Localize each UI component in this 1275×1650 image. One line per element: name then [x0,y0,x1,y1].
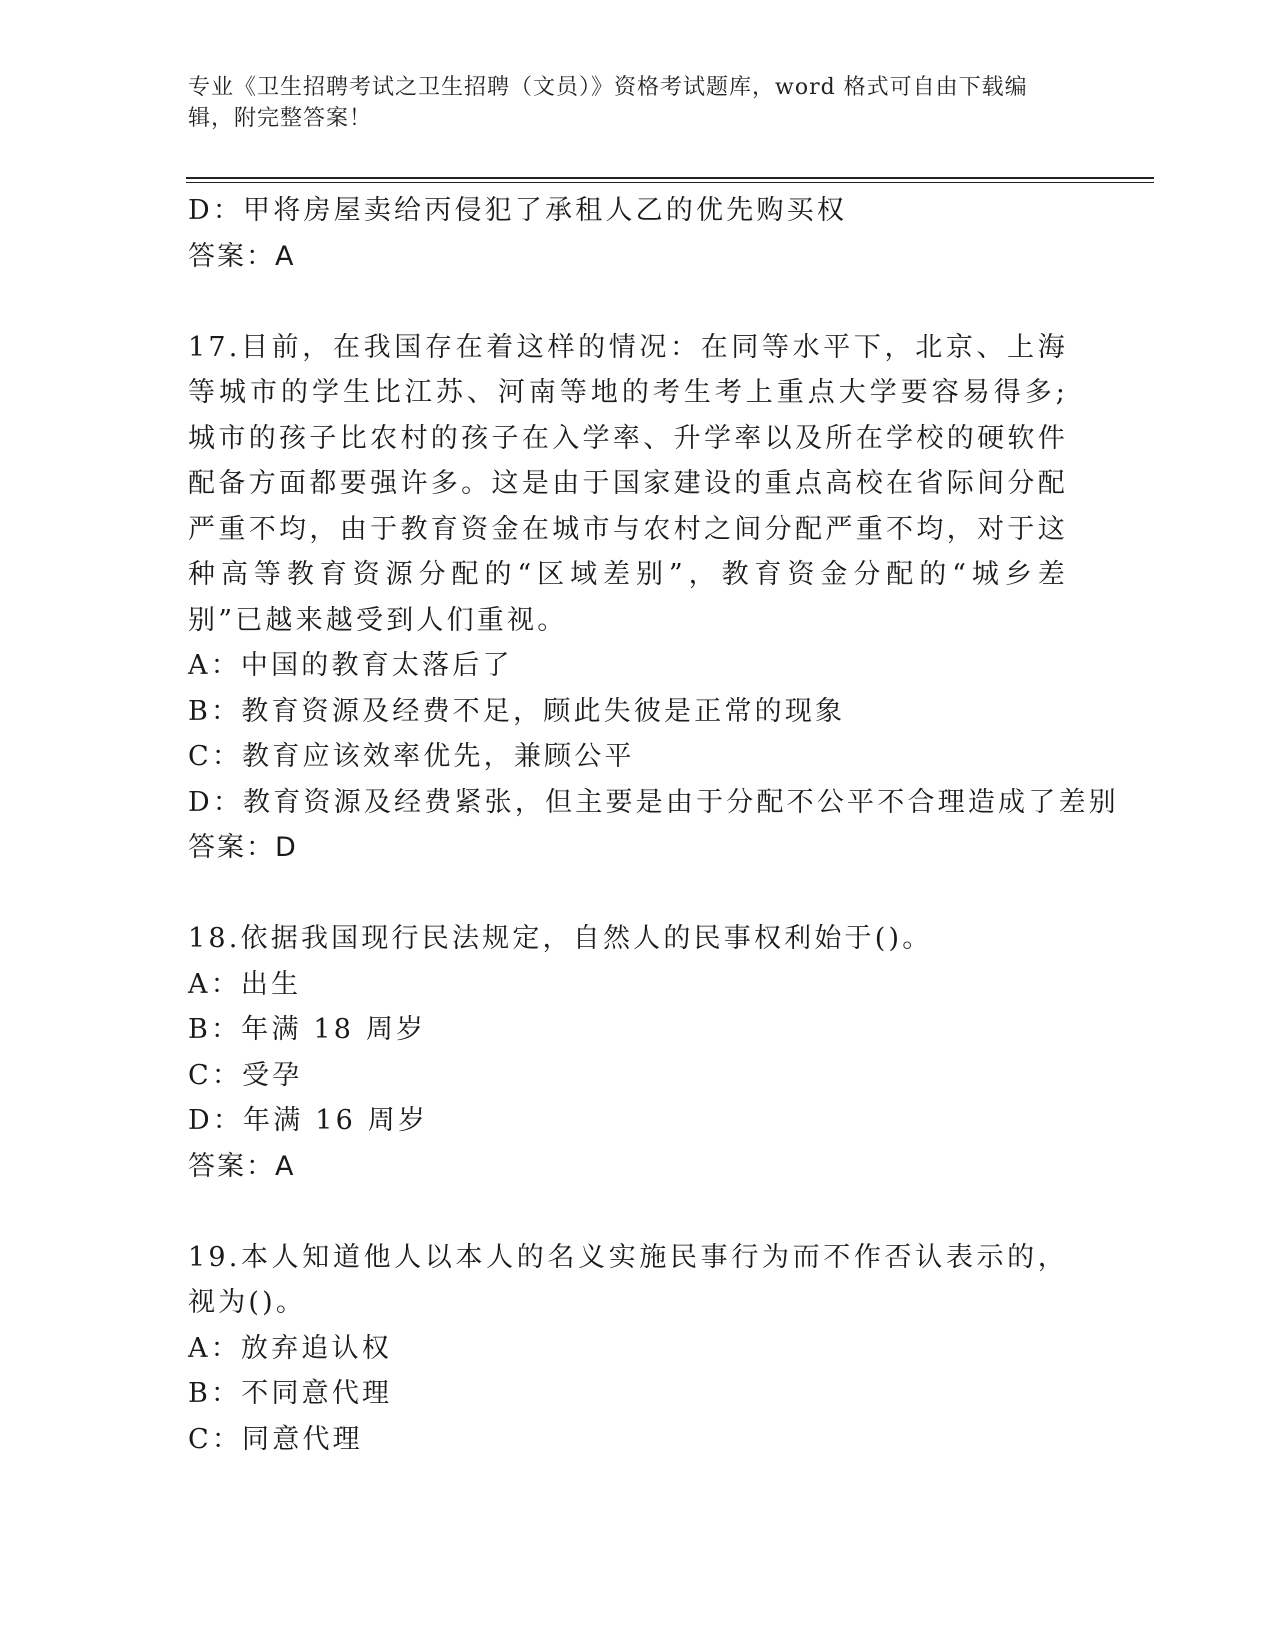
question-answer: 答案：D [188,832,298,863]
option-a: A：出生 [188,968,302,1000]
option-b: B：年满 18 周岁 [188,1014,427,1045]
page-header: 专业《卫生招聘考试之卫生招聘（文员）》资格考试题库，word 格式可自由下载编辑，附完整答案！ [188,75,1028,131]
question-stem: 17.目前，在我国存在着这样的情况：在同等水平下，北京、上海等城市的学生比江苏、河南等地的考生考上重点大学要容易得多;城市的孩子比农村的孩子在入学率、升学率以及所在学校的硬软件配备方面都要强许多。这是由于国家建设的重点高校在省际间分配严重不均，由于教育资金在城市与农村之间分配严重不均，对于这种高等教育资源分配的“区域差别”，教育资金分配的“城乡差别”已越来越受到人们重视。 [188,331,1068,636]
option-c: C：同意代理 [188,1423,363,1455]
q16-option-d: D：甲将房屋卖给丙侵犯了承租人乙的优先购买权 [188,195,848,226]
question-18 [188,916,1088,1189]
option-b: B：教育资源及经费不足，顾此失彼是正常的现象 [188,695,846,727]
header-rule-thick [186,177,1154,179]
option-c: C：受孕 [188,1059,303,1091]
spacer [188,279,1088,325]
q16-answer: 答案：A [188,240,296,272]
option-a: A：中国的教育太落后了 [188,650,513,681]
question-answer: 答案：A [188,1150,296,1182]
option-a: A：放弃追认权 [188,1332,392,1364]
spacer [188,871,1088,917]
question-17 [188,325,1119,871]
spacer [188,1189,1088,1235]
header-rule-thin [186,182,1154,183]
question-stem: 18.依据我国现行民法规定，自然人的民事权利始于()。 [188,923,933,954]
option-c: C：教育应该效率优先，兼顾公平 [188,741,635,772]
option-d: D：年满 16 周岁 [188,1105,429,1136]
document-body [188,188,1119,1462]
question-19 [188,1235,1088,1463]
option-b: B：不同意代理 [188,1378,393,1409]
option-d: D：教育资源及经费紧张，但主要是由于分配不公平不合理造成了差别 [188,786,1119,818]
question-stem: 19.本人知道他人以本人的名义实施民事行为而不作否认表示的，视为()。 [188,1241,1068,1318]
